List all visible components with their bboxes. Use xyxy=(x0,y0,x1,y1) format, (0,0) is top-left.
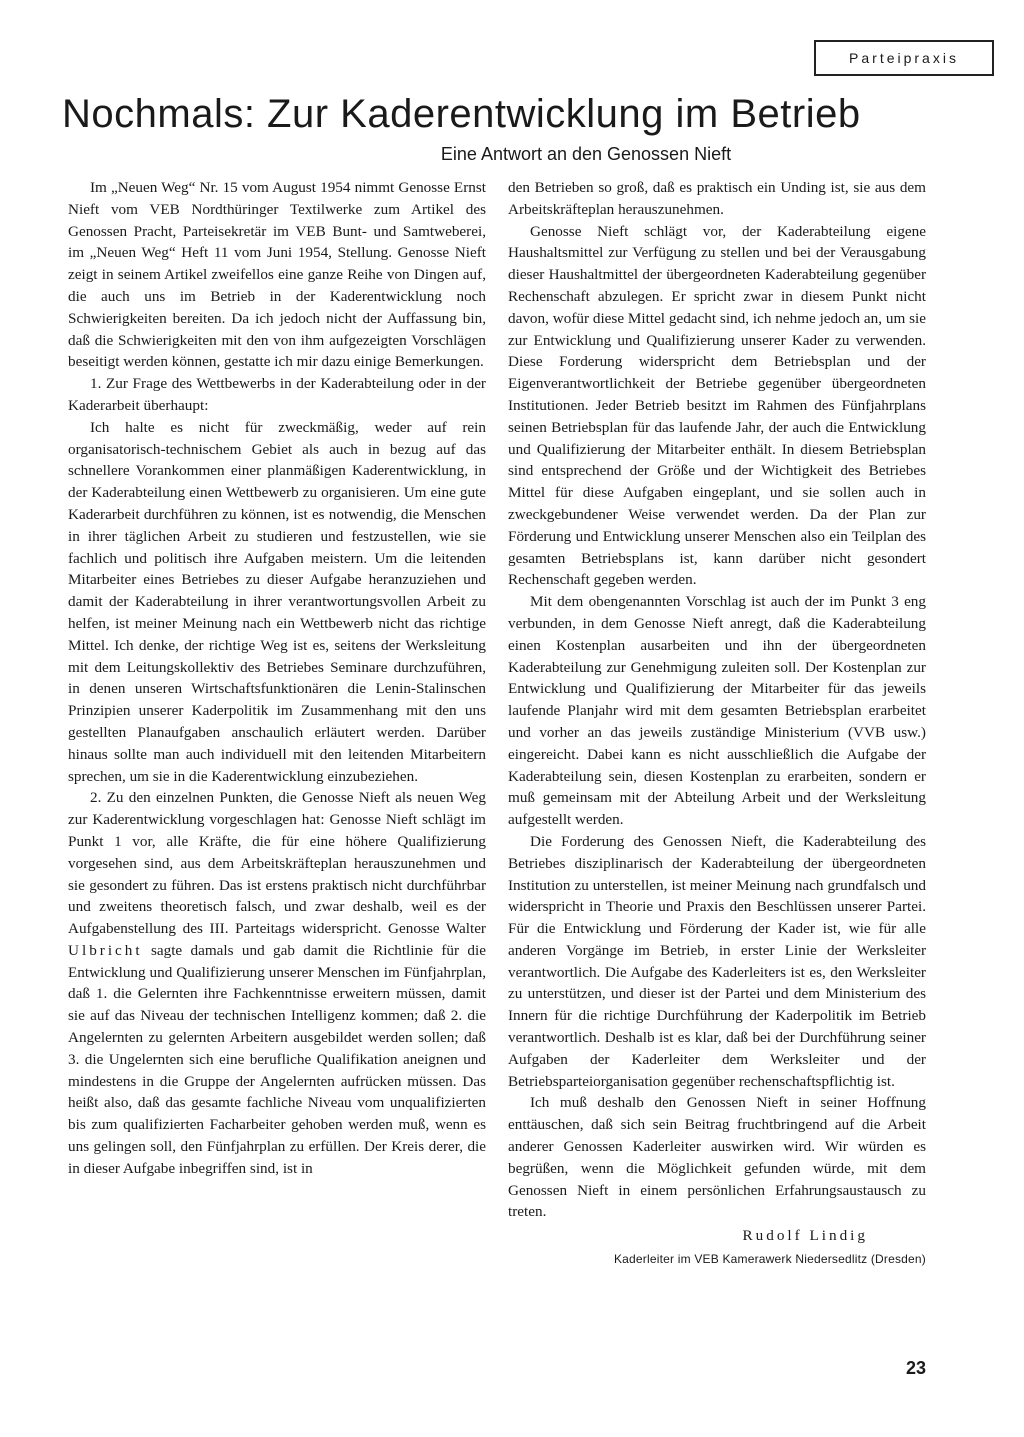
paragraph: Ich muß deshalb den Genossen Nieft in seiner Hoffnung enttäuschen, daß sich sein Beitrag fruchtbringend auf die Arbeit anderer Genossen Kaderleiter auswirken wird. Wir würden es begrüßen, wenn die Möglichkeit gefunden würde, mit dem Genossen Nieft in einem persönlichen Erfahrungsaustausch zu treten. xyxy=(508,1094,926,1221)
paragraph: Mit dem obengenannten Vorschlag ist auch der im Punkt 3 eng verbunden, in dem Genosse Nieft anregt, daß die Kaderabteilung einen Kostenplan ausarbeiten und ihn der übergeordneten Kaderabteilung zur Genehmigung zuleiten soll. Der Kostenplan zur Entwicklung und Qualifizierung der Mitarbeiter für das jeweils laufende Planjahr wird mit dem gesamten Betriebsplan erarbeitet und vorher an das jeweils zuständige Ministerium (VVB usw.) eingereicht. Dabei kann es nicht ausschließlich die Aufgabe der Kaderabteilung sein, diesen Kostenplan zu erarbeiten, sondern er muß gemeinsam mit der Abteilung Arbeit und der Werksleitung aufgestellt werden. xyxy=(508,593,926,829)
left-column xyxy=(68,177,486,1180)
author-affiliation: Kaderleiter im VEB Kamerawerk Niedersedlitz (Dresden) xyxy=(613,1252,926,1267)
article-title: Nochmals: Zur Kaderentwicklung im Betrieb xyxy=(62,92,861,136)
page-number: 23 xyxy=(906,1358,927,1378)
right-column xyxy=(508,177,926,1271)
author-signature: Rudolf Lindig xyxy=(742,1227,868,1245)
section-label: Parteipraxis xyxy=(814,40,994,76)
paragraph: den Betrieben so groß, daß es praktisch ein Unding ist, sie aus dem Arbeitskräfteplan herauszunehmen. xyxy=(508,179,926,218)
paragraph xyxy=(68,787,486,1179)
paragraph: Ich halte es nicht für zweckmäßig, weder auf rein organisatorisch-technischem Gebiet als auch in bezug auf das schnellere Vorankommen einer planmäßigen Kaderentwicklung, in der Kaderabteilung einen Wettbewerb zu organisieren. Um eine gute Kaderarbeit durchführen zu können, ist es notwendig, die Menschen in ihrer täglichen Arbeit zu studieren und festzustellen, wie sie fachlich und politisch ihre Aufgaben meistern. Um die leitenden Mitarbeiter eines Betriebes zu dieser Aufgabe heranzuziehen und damit der Kaderabteilung in ihrer verantwortungsvollen Arbeit zu helfen, ist meiner Meinung nach ein Wettbewerb nicht das richtige Mittel. Ich denke, der richtige Weg ist es, seitens der Werksleitung mit dem Leitungskollektiv des Betriebes Seminare durchzuführen, in denen unseren Wirtschaftsfunktionären die Lenin-Stalinschen Prinzipien unserer Kaderpolitik im Zusammenhang mit den uns gestellten Planaufgaben anschaulich erläutert werden. Darüber hinaus sollte man auch individuell mit den leitenden Mitarbeitern sprechen, um sie in die Kaderentwicklung einzubeziehen. xyxy=(68,418,486,785)
paragraph: Die Forderung des Genossen Nieft, die Kaderabteilung des Betriebes disziplinarisch der Kaderabteilung der übergeordneten Institution zu unterstellen, ist meiner Meinung nach grundfalsch und widerspricht in Theorie und Praxis den Beschlüssen unserer Partei. Für die Entwicklung und Förderung der Kader ist, wie für alle anderen Vorgänge im Betrieb, in erster Linie der Werksleiter verantwortlich. Die Aufgabe des Kaderleiters ist es, den Werksleiter zu unterstützen, und dieser ist der Partei und dem Ministerium des Innern für die richtige Durchführung der Kaderpolitik im Betrieb verantwortlich. Deshalb ist es klar, daß bei der Durchführung seiner Aufgaben der Kaderleiter dem Werksleiter und der Betriebsparteiorganisation gegenüber rechenschaftspflichtig ist. xyxy=(508,832,926,1090)
paragraph: Genosse Nieft schlägt vor, der Kaderabteilung eigene Haushaltsmittel zur Verfügung zu stellen und bei der Verausgabung dieser Haushaltmittel der übergeordneten Kaderabteilung gegenüber Rechenschaft abzulegen. Er spricht zwar in diesem Punkt nicht davon, wofür diese Mittel gedacht sind, ich nehme jedoch an, um sie zur Entwicklung und Qualifizierung unserer Kader zu verwenden. Diese Forderung widerspricht dem Betriebsplan und der Eigenverantwortlichkeit der Betriebe gegenüber übergeordneten Institutionen. Jeder Betrieb besitzt im Rahmen des Fünfjahrplans seinen Betriebsplan für das laufende Jahr, der auch die Entwicklung und Qualifizierung der Mitarbeiter enthält. In diesem Betriebsplan sind entsprechend der Größe und der Wichtigkeit des Betriebes Mittel für diese Aufgaben eingeplant, und sie sollen auch in zweckgebundener Weise verwendet werden. Da der Plan zur Förderung und Entwicklung unserer Menschen also ein Teilplan des gesamten Betriebsplans ist, kann darüber nicht gesondert Rechenschaft gegeben werden. xyxy=(508,222,926,589)
paragraph: Im „Neuen Weg“ Nr. 15 vom August 1954 nimmt Genosse Ernst Nieft vom VEB Nordthüringer Textilwerke zum Artikel des Genossen Pracht, Parteisekretär im VEB Bunt- und Samtweberei, im „Neuen Weg“ Heft 11 vom Juni 1954, Stellung. Genosse Nieft zeigt in seinem Artikel zweifellos eine ganze Reihe von Dingen auf, die auch uns im Betrieb in der Kaderentwicklung noch Schwierigkeiten bereiten. Da ich jedoch nicht der Auffassung bin, daß die Schwierigkeiten mit den von ihm aufgezeigten Vorschlägen beseitigt werden können, gestatte ich mir dazu einige Bemerkungen. xyxy=(68,179,486,371)
paragraph-text: 2. Zu den einzelnen Punkten, die Genosse Nieft als neuen Weg zur Kaderentwicklung vorgeschlagen hat: Genosse Nieft schlägt im Punkt 1 vor, alle Kräfte, die für eine höhere Qualifizierung vorgesehen sind, aus dem Arbeitskräfteplan herauszunehmen und sie gesondert zu führen. Das ist erstens praktisch nicht durchführbar und zweitens theoretisch falsch, und zwar deshalb, weil es der Aufgabenstellung des III. Parteitags widerspricht. Genosse Walter xyxy=(68,789,486,938)
paragraph-text: sagte damals und gab damit die Richtlinie für die Entwicklung und Qualifizierung unserer Menschen im Fünfjahrplan, daß 1. die Gelernten ihre Fachkenntnisse erweitern müssen, damit sie auf das Niveau der technischen Intelligenz kommen; daß 2. die Angelernten zu gelernten Arbeitern ausgebildet werden sollen; daß 3. die Ungelernten sich eine berufliche Qualifikation aneignen und mindestens in die Gruppe der Angelernten aufrücken müssen. Das heißt also, daß das gesamte fachliche Niveau vom unqualifizierten bis zum qualifizierten Facharbeiter gehoben werden muß, wenn es uns gelingen soll, den Fünfjahrplan zu erfüllen. Der Kreis derer, die in dieser Aufgabe inbegriffen sind, ist in xyxy=(68,941,486,1177)
person-name: Ulbricht xyxy=(68,941,143,959)
paragraph: 1. Zur Frage des Wettbewerbs in der Kaderabteilung oder in der Kaderarbeit überhaupt: xyxy=(68,375,486,414)
article-subtitle: Eine Antwort an den Genossen Nieft xyxy=(440,144,732,164)
